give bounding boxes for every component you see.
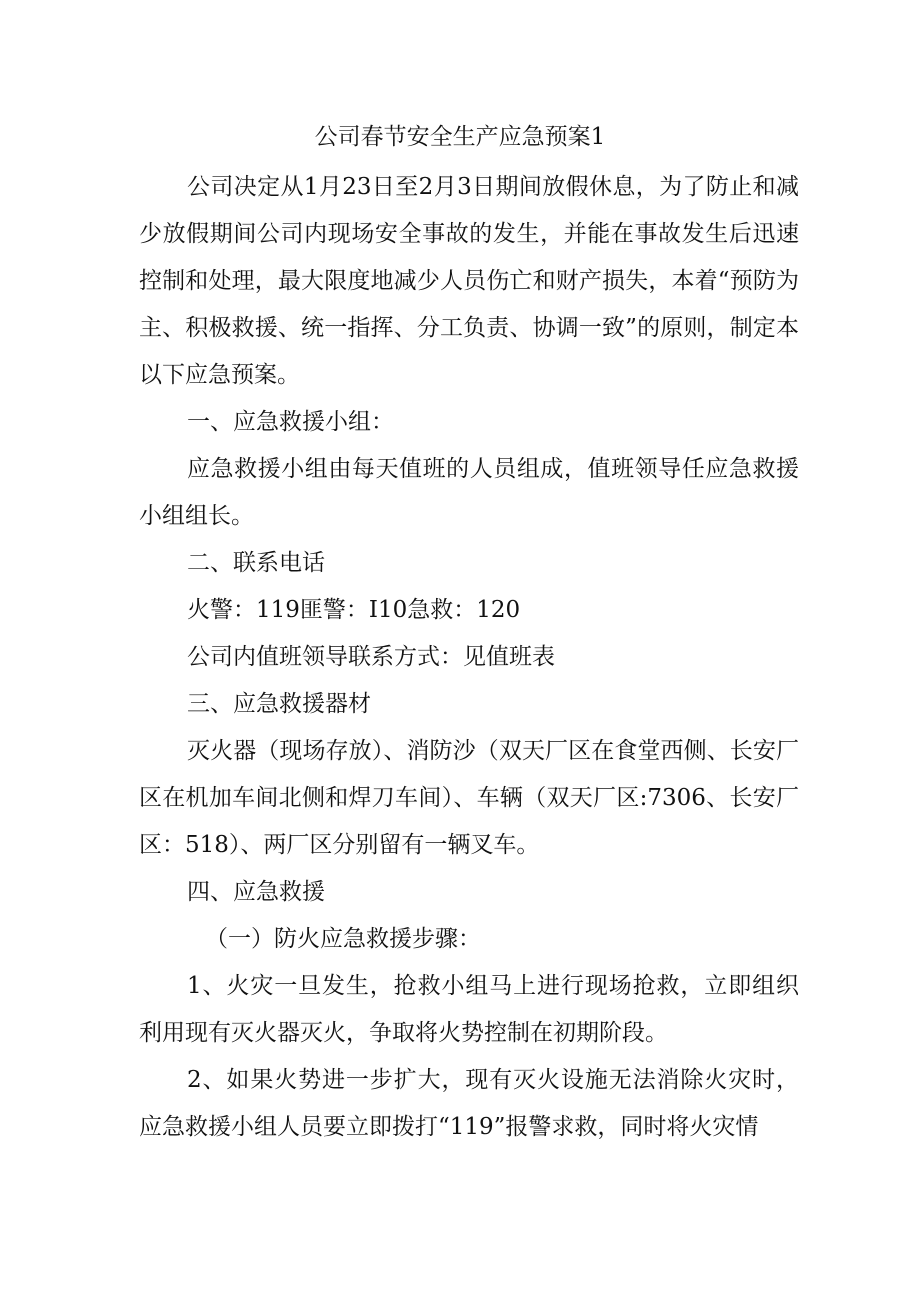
section-heading-contact: 二、联系电话 bbox=[187, 550, 325, 576]
rescue-team-paragraph: 应急救援小组由每天值班的人员组成，值班领导任应急救援小组组长。 bbox=[139, 456, 799, 529]
fire-step-1: 1、火灾一旦发生，抢救小组马上进行现场抢救，立即组织利用现有灭火器灭火，争取将火势控制在初期阶段。 bbox=[139, 973, 799, 1046]
subsection-heading-fire-steps: （一）防火应急救援步骤： bbox=[205, 926, 481, 952]
emergency-numbers: 火警：119匪警：I10急救：120 bbox=[187, 597, 521, 623]
section-heading-equipment: 三、应急救援器材 bbox=[187, 691, 371, 717]
section-heading-rescue-team: 一、应急救援小组： bbox=[187, 409, 394, 435]
duty-leader-contact: 公司内值班领导联系方式：见值班表 bbox=[187, 644, 555, 670]
equipment-paragraph: 灭火器（现场存放）、消防沙（双天厂区在食堂西侧、长安厂区在机加车间北侧和焊刀车间）、车辆（双天厂区:7306、长安厂区：518）、两厂区分别留有一辆叉车。 bbox=[139, 738, 799, 858]
section-heading-rescue: 四、应急救援 bbox=[187, 879, 325, 905]
document-body bbox=[139, 164, 799, 1151]
fire-step-2: 2、如果火势进一步扩大，现有灭火设施无法消除火灾时，应急救援小组人员要立即拨打“119”报警求救，同时将火灾情 bbox=[139, 1067, 799, 1140]
intro-paragraph: 公司决定从1月23日至2月3日期间放假休息，为了防止和减少放假期间公司内现场安全事故的发生，并能在事故发生后迅速控制和处理，最大限度地减少人员伤亡和财产损失，本着“预防为主、积极救援、统一指挥、分工负责、协调一致”的原则，制定本以下应急预案。 bbox=[139, 174, 799, 388]
document-title: 公司春节安全生产应急预案1 bbox=[314, 124, 606, 150]
